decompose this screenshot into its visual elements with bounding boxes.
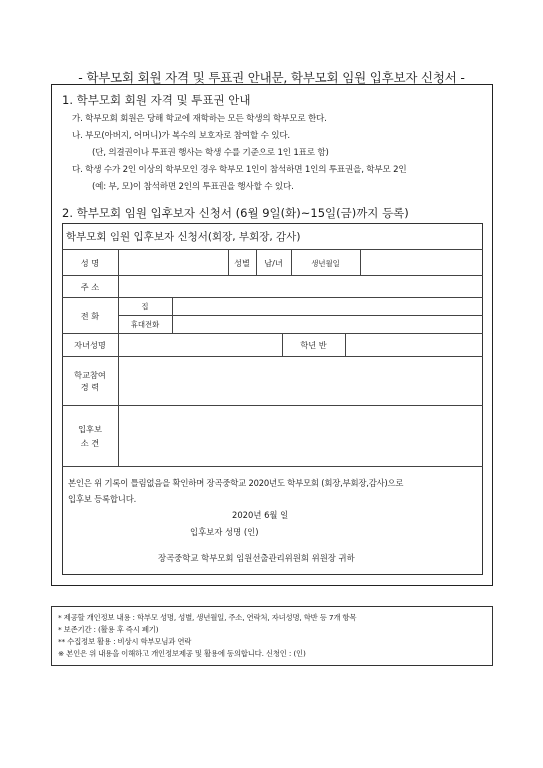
- section1-heading: 1. 학부모회 회원 자격 및 투표권 안내: [62, 93, 251, 107]
- declaration-text: 입후보 등록합니다.: [68, 494, 137, 504]
- label-phone: 전 화: [80, 311, 100, 321]
- form-col-divider: [172, 297, 173, 333]
- label-statement: 소 견: [80, 438, 100, 448]
- application-date: 2020년 6월 일: [232, 510, 289, 520]
- page-title: - 학부모회 회원 자격 및 투표권 안내문, 학부모회 임원 입후보자 신청서 -: [78, 70, 465, 85]
- grade-class-field[interactable]: [347, 335, 481, 354]
- notice-line: * 제공할 개인정보 내용 : 학부모 성명, 성별, 생년월일, 주소, 연락처, 자녀성명, 학반 등 7개 항목: [58, 613, 357, 622]
- child-name-field[interactable]: [120, 335, 280, 354]
- form-row-divider: [62, 466, 483, 467]
- label-child-name: 자녀성명: [74, 340, 106, 350]
- form-row-divider: [62, 333, 483, 334]
- label-address: 주 소: [80, 282, 100, 292]
- gender-field[interactable]: 남/녀: [264, 258, 283, 268]
- address-field[interactable]: [120, 277, 481, 295]
- name-field[interactable]: [120, 251, 226, 273]
- candidate-signature: 입후보자 성명 (인): [190, 527, 259, 537]
- form-row-divider: [62, 249, 483, 250]
- section1-line: (단, 의결권이나 투표권 행사는 학생 수를 기준으로 1인 1표로 함): [92, 148, 329, 158]
- form-row-divider: [62, 275, 483, 276]
- home-phone-field[interactable]: [174, 299, 481, 313]
- section1-line: 가. 학부모회 회원은 당해 학교에 재학하는 모든 학생의 학부모로 한다.: [72, 114, 327, 124]
- form-col-divider: [345, 333, 346, 356]
- form-row-divider: [62, 297, 483, 298]
- label-statement: 입후보: [78, 424, 102, 434]
- career-field[interactable]: [120, 358, 481, 403]
- notice-line: * 보존기간 : (활용 후 즉시 폐기): [58, 625, 159, 634]
- form-col-divider: [118, 249, 119, 466]
- birth-field[interactable]: [362, 251, 481, 273]
- label-home-phone: 집: [141, 302, 149, 311]
- form-col-divider: [360, 249, 361, 275]
- section1-line: 나. 부모(아버지, 어머니)가 복수의 보호자로 참여할 수 있다.: [72, 131, 290, 141]
- section1-line: 다. 학생 수가 2인 이상의 학부모인 경우 학부모 1인이 참석하면 1인의 투표권을, 학부모 2인: [72, 165, 407, 175]
- notice-line: ※ 본인은 위 내용을 이해하고 개인정보제공 및 활용에 동의합니다. 신청인 : (인): [58, 649, 306, 658]
- label-grade-class: 학년 반: [300, 340, 327, 350]
- section2-heading: 2. 학부모회 임원 입후보자 신청서 (6월 9일(화)~15일(금)까지 등록): [62, 206, 409, 220]
- label-gender: 성별: [234, 258, 250, 268]
- label-mobile-phone: 휴대전화: [130, 320, 160, 329]
- addressee: 장곡중학교 학부모회 임원선출관리위원회 위원장 귀하: [158, 553, 355, 563]
- label-career: 경 력: [80, 382, 100, 392]
- section1-line: (예: 부, 모)이 참석하면 2인의 투표권을 행사할 수 있다.: [92, 182, 294, 192]
- statement-field[interactable]: [120, 407, 481, 464]
- label-name: 성 명: [80, 258, 100, 268]
- label-birth: 생년월일: [311, 259, 340, 268]
- form-row-divider: [62, 356, 483, 357]
- notice-line: ** 수집정보 활용 : 비상시 학부모님과 연락: [58, 637, 192, 646]
- label-career: 학교참여: [74, 370, 106, 380]
- mobile-phone-field[interactable]: [174, 317, 481, 331]
- form-row-divider: [62, 405, 483, 406]
- form-title: 학부모회 임원 입후보자 신청서(회장, 부회장, 감사): [66, 231, 301, 243]
- declaration-text: 본인은 위 기록이 틀림없음을 확인하며 장곡중학교 2020년도 학부모회 (회장,부회장,감사)으로: [68, 478, 404, 488]
